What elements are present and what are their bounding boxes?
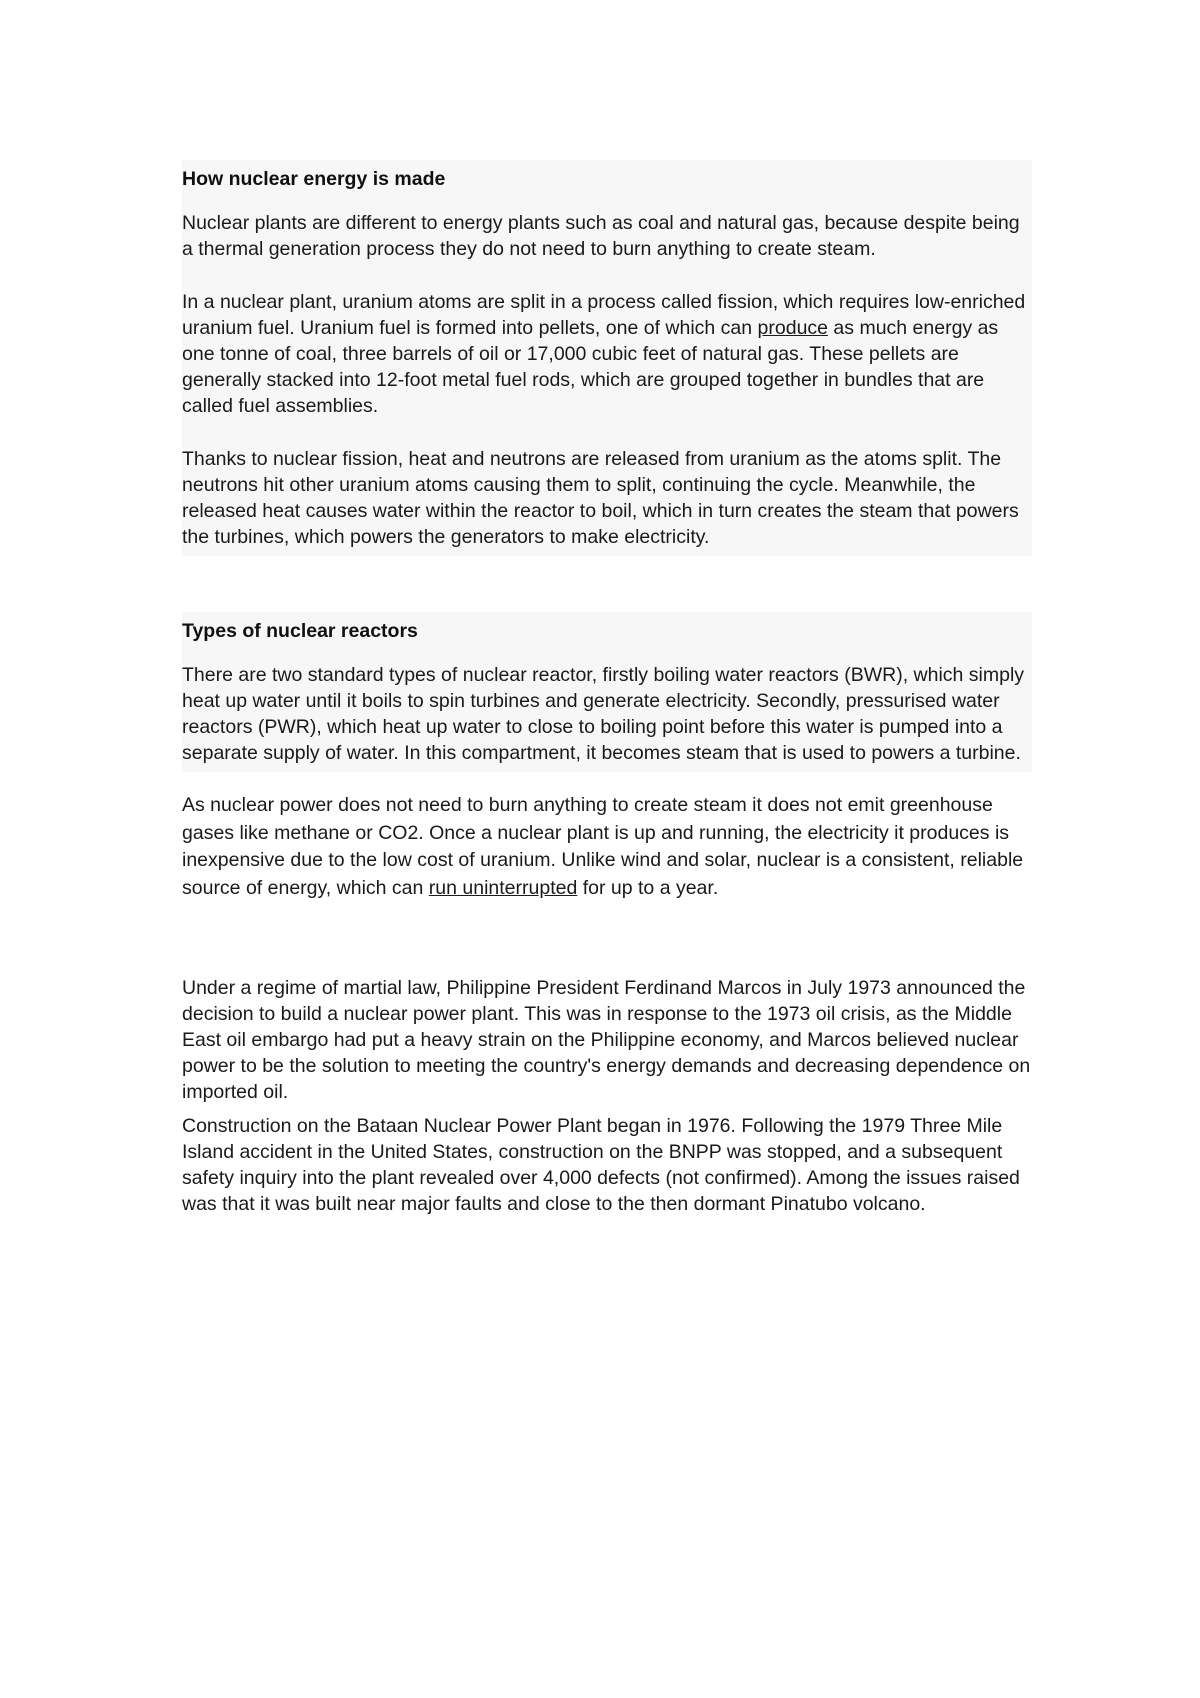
section-heading: Types of nuclear reactors xyxy=(182,620,418,642)
paragraph: There are two standard types of nuclear reactor, firstly boiling water reactors (BWR), which simply heat up water until it boils to spin turbines and generate electricity. Secondly, pressurised water reactors (PWR), which heat up water to close to boiling point before this water is pumped into a separate supply of water. In this compartment, it becomes steam that is used to powers a turbine. xyxy=(182,664,1025,764)
spacer xyxy=(182,556,1032,612)
spacer xyxy=(182,772,1032,792)
paragraph-text: for up to a year. xyxy=(577,876,719,899)
paragraph: Construction on the Bataan Nuclear Power Plant began in 1976. Following the 1979 Three Mile Island accident in the United States, construction on the BNPP was stopped, and a subsequent safety inquiry into the plant revealed over 4,000 defects (not confirmed). Among the issues raised was that it was built near major faults and close to the then dormant Pinatubo volcano. xyxy=(182,1115,1020,1215)
section-types-of-nuclear-reactors xyxy=(182,612,1032,772)
paragraph xyxy=(182,792,1032,902)
paragraph-text: As nuclear power does not need to burn anything to create steam it does not emit greenhouse gases like methane or CO2. Once a nuclear plant is up and running, the electricity it produces is inexpensive due to the low cost of uranium. Unlike wind and solar, nuclear is a consistent, reliable source of energy, which can xyxy=(182,794,1024,899)
spacer xyxy=(182,929,1032,975)
section-how-nuclear-energy-is-made xyxy=(182,160,1032,556)
section-heading: How nuclear energy is made xyxy=(182,168,446,190)
paragraph-text: In a nuclear plant, uranium atoms are split in a process called fission, which requires low-enriched uranium fuel. Uranium fuel is formed into pellets, one of which can xyxy=(182,291,1026,339)
document-page xyxy=(182,160,1032,1244)
paragraph: Nuclear plants are different to energy plants such as coal and natural gas, because despite being a thermal generation process they do not need to burn anything to create steam. xyxy=(182,212,1020,260)
paragraph: Thanks to nuclear fission, heat and neutrons are released from uranium as the atoms split. The neutrons hit other uranium atoms causing them to split, continuing the cycle. Meanwhile, the released heat causes water within the reactor to boil, which in turn creates the steam that powers the turbines, which powers the generators to make electricity. xyxy=(182,448,1019,548)
paragraph-text: as much energy as one tonne of coal, three barrels of oil or 17,000 cubic feet of natural gas. These pellets are generally stacked into 12-foot metal fuel rods, which are grouped together in bundles that are called fuel assemblies. xyxy=(182,317,999,417)
paragraph xyxy=(182,289,1026,419)
produce-link[interactable]: produce xyxy=(757,317,829,339)
paragraph: Under a regime of martial law, Philippine President Ferdinand Marcos in July 1973 announced the decision to build a nuclear power plant. This was in response to the 1973 oil crisis, as the Middle East oil embargo had put a heavy strain on the Philippine economy, and Marcos believed nuclear power to be the solution to meeting the country's energy demands and decreasing dependence on imported oil. xyxy=(182,977,1031,1103)
run-uninterrupted-link[interactable]: run uninterrupted xyxy=(428,876,578,899)
